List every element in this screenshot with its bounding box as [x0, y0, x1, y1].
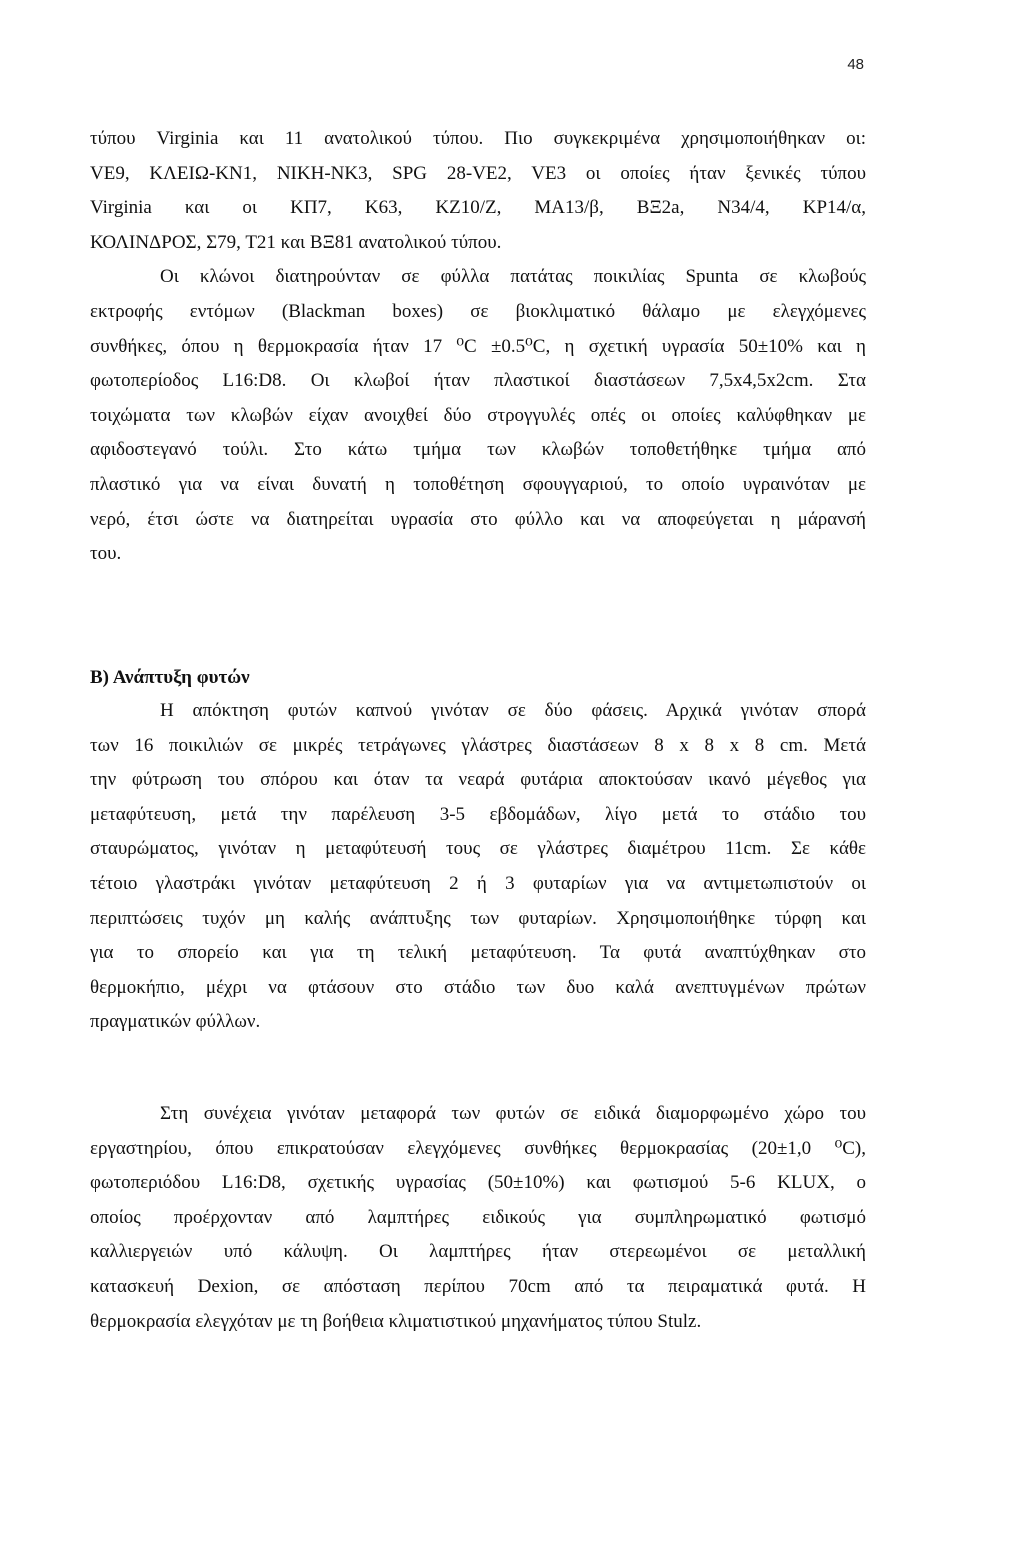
paragraph-plant-growth — [90, 694, 866, 1040]
text-line: Virginia και οι ΚΠ7, Κ63, ΚΖ10/Ζ, ΜΑ13/β, ΒΞ2a, Ν34/4, ΚΡ14/α, — [90, 197, 866, 219]
text-line: τέτοιο γλαστράκι γινόταν μεταφύτευση 2 ή 3 φυταρίων για να αντιμετωπιστούν οι — [90, 872, 866, 894]
section-heading: Β) Ανάπτυξη φυτών — [90, 667, 250, 688]
text-line: εκτροφής εντόμων (Blackman boxes) σε βιοκλιματικό θάλαμο με ελεγχόμενες — [90, 300, 866, 322]
paragraph-clones — [90, 122, 866, 572]
text-line: πραγματικών φύλλων. — [90, 1011, 261, 1033]
page-number: 48 — [847, 56, 864, 73]
text-line: πλαστικό για να είναι δυνατή η τοποθέτηση σφουγγαριού, το οποίο υγραινόταν με — [90, 473, 866, 495]
text-line: VE9, ΚΛΕΙΩ-ΚΝ1, ΝΙΚΗ-ΝΚ3, SPG 28-VE2, VE3 οι οποίες ήταν ξενικές τύπου — [90, 162, 866, 184]
text-line: φωτοπερίοδος L16:D8. Οι κλωβοί ήταν πλαστικοί διαστάσεων 7,5x4,5x2cm. Στα — [90, 370, 866, 392]
text-line: θερμοκρασία ελεγχόταν με τη βοήθεια κλιματιστικού μηχανήματος τύπου Stulz. — [90, 1310, 702, 1332]
text-line: του. — [90, 543, 122, 565]
text-line: Στη συνέχεια γινόταν μεταφορά των φυτών σε ειδικά διαμορφωμένο χώρο του — [160, 1103, 866, 1124]
text-line: καλλιεργειών υπό κάλυψη. Οι λαμπτήρες ήταν στερεωμένοι σε μεταλλική — [90, 1241, 866, 1263]
text-line: φωτοπεριόδου L16:D8, σχετικής υγρασίας (50±10%) και φωτισμού 5-6 KLUX, ο — [90, 1172, 866, 1194]
paragraph-lab-conditions — [90, 1097, 866, 1339]
text-line: μεταφύτευση, μετά την παρέλευση 3-5 εβδομάδων, λίγο μετά το στάδιο του — [90, 803, 866, 825]
text-line: θερμοκήπιο, μέχρι να φτάσουν στο στάδιο των δυο καλά ανεπτυγμένων πρώτων — [90, 976, 866, 998]
text-line: οποίος προέρχονταν από λαμπτήρες ειδικούς για συμπληρωματικό φωτισμό — [90, 1206, 866, 1228]
text-line: των 16 ποικιλιών σε μικρές τετράγωνες γλάστρες διαστάσεων 8 x 8 x 8 cm. Μετά — [90, 734, 866, 756]
text-line: για το σπορείο και για τη τελική μεταφύτευση. Τα φυτά αναπτύχθηκαν στο — [90, 942, 866, 964]
text-line: σταυρώματος, γινόταν η μεταφύτευσή τους σε γλάστρες διαμέτρου 11cm. Σε κάθε — [90, 838, 866, 860]
text-line: Οι κλώνοι διατηρούνταν σε φύλλα πατάτας ποικιλίας Spunta σε κλωβούς — [160, 266, 866, 288]
text-line: την φύτρωση του σπόρου και όταν τα νεαρά φυτάρια αποκτούσαν ικανό μέγεθος για — [90, 769, 866, 791]
text-line: αφιδοστεγανό τούλι. Στο κάτω τμήμα των κλωβών τοποθετήθηκε τμήμα από — [90, 439, 866, 461]
text-line: συνθήκες, όπου η θερμοκρασία ήταν 17 ⁰C ±0.5⁰C, η σχετική υγρασία 50±10% και η — [90, 335, 866, 357]
text-line: Η απόκτηση φυτών καπνού γινόταν σε δύο φάσεις. Αρχικά γινόταν σπορά — [160, 700, 866, 721]
text-line: ΚΟΛΙΝΔΡΟΣ, Σ79, Τ21 και ΒΞ81 ανατολικού τύπου. — [90, 231, 502, 253]
text-line: κατασκευή Dexion, σε απόσταση περίπου 70cm από τα πειραματικά φυτά. Η — [90, 1275, 866, 1297]
text-line: νερό, έτσι ώστε να διατηρείται υγρασία στο φύλλο και να αποφεύγεται η μάρανσή — [90, 508, 866, 530]
text-line: εργαστηρίου, όπου επικρατούσαν ελεγχόμενες συνθήκες θερμοκρασίας (20±1,0 ⁰C), — [90, 1137, 866, 1159]
text-line: περιπτώσεις τυχόν μη καλής ανάπτυξης των φυταρίων. Χρησιμοποιήθηκε τύρφη και — [90, 907, 866, 929]
text-line: τύπου Virginia και 11 ανατολικού τύπου. Πιο συγκεκριμένα χρησιμοποιήθηκαν οι: — [90, 128, 866, 149]
text-line: τοιχώματα των κλωβών είχαν ανοιχθεί δύο στρογγυλές οπές οι οποίες καλύφθηκαν με — [90, 404, 866, 426]
